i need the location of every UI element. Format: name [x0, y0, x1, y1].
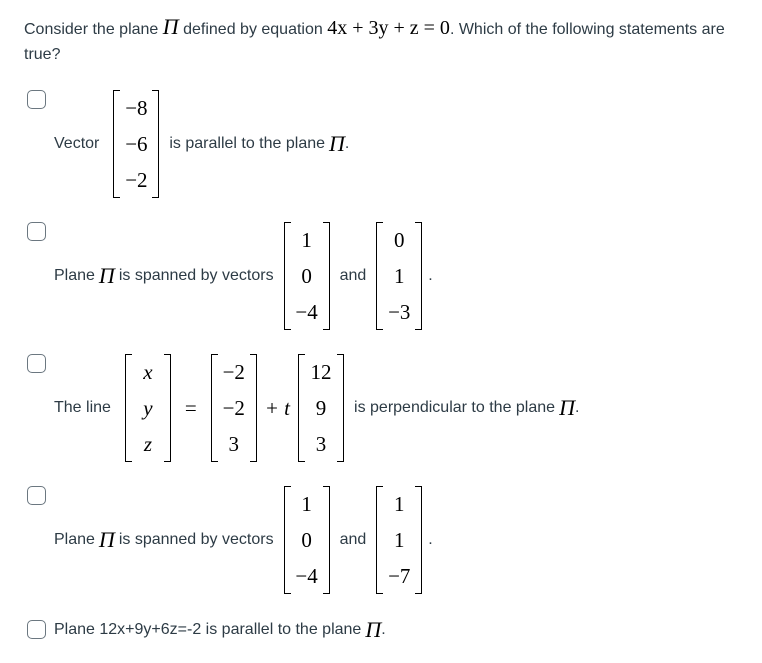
vector-entry: 0	[394, 228, 405, 252]
option-c-direction	[298, 354, 344, 462]
option-e-checkbox[interactable]	[27, 620, 46, 639]
vector-entry: −3	[388, 300, 411, 324]
option-a-end: .	[344, 135, 350, 152]
question-text-part: defined by equation	[178, 21, 328, 38]
plane-symbol: Π	[98, 527, 115, 552]
question-text-part: . Which of the following statements are true?	[24, 21, 725, 63]
option-a-checkbox[interactable]	[27, 90, 46, 109]
option-b-prefix: Plane	[54, 267, 95, 284]
option-b-vector1	[284, 222, 330, 330]
option-b-conj: and	[339, 267, 367, 284]
variable-entry: x	[143, 360, 153, 384]
plane-symbol: Π	[559, 395, 575, 420]
vector-entry: 1	[394, 492, 405, 516]
vector-entry: 0	[301, 264, 312, 288]
vector-entry: −2	[125, 168, 148, 192]
option-c-point	[211, 354, 257, 462]
option-a-suffix: is parallel to the plane	[169, 135, 326, 152]
option-b-checkbox[interactable]	[27, 222, 46, 241]
vector-entry: 3	[315, 432, 327, 456]
vector-entry: −4	[295, 300, 318, 324]
plane-symbol: Π	[365, 617, 382, 642]
vector-entry: −8	[125, 96, 148, 120]
vector-entry: −2	[222, 396, 245, 420]
vector-entry: 1	[301, 228, 312, 252]
vector-entry: −4	[295, 564, 318, 588]
option-b-vector2	[376, 222, 422, 330]
option-c-suffix: is perpendicular to the plane	[354, 399, 556, 416]
vector-entry: 3	[228, 432, 240, 456]
vector-entry: 12	[310, 360, 332, 384]
plane-symbol: Π	[162, 14, 179, 39]
option-a-vector	[113, 90, 159, 198]
vector-entry: −7	[388, 564, 411, 588]
option-d-mid: is spanned by vectors	[118, 531, 274, 548]
question-text	[24, 14, 744, 67]
option-d-vector1	[284, 486, 330, 594]
option-c-prefix: The line	[54, 399, 111, 416]
vector-entry: 1	[394, 528, 405, 552]
option-e-text: Plane 12x+9y+6z=-2 is parallel to the plane	[54, 621, 362, 638]
option-e-end: .	[381, 621, 386, 638]
vector-entry: 9	[315, 396, 327, 420]
variable-entry: z	[143, 432, 153, 456]
option-d-checkbox[interactable]	[27, 486, 46, 505]
plane-equation: 4x + 3y + z = 0	[327, 17, 450, 39]
option-d-conj: and	[339, 531, 367, 548]
option-b-mid: is spanned by vectors	[118, 267, 274, 284]
option-d-end: .	[428, 531, 433, 548]
option-d-vector2	[376, 486, 422, 594]
option-c-end: .	[574, 399, 580, 416]
plane-symbol: Π	[329, 131, 345, 156]
vector-entry: 1	[394, 264, 405, 288]
option-c-checkbox[interactable]	[27, 354, 46, 373]
option-b-end: .	[428, 267, 433, 284]
plus-t: + t	[264, 395, 291, 420]
plane-symbol: Π	[98, 263, 115, 288]
vector-entry: −6	[125, 132, 148, 156]
option-c-variables	[125, 354, 171, 462]
question-text-part: Consider the plane	[24, 21, 163, 38]
vector-entry: 1	[301, 492, 312, 516]
equals-sign: =	[184, 395, 197, 420]
vector-entry: 0	[301, 528, 312, 552]
option-a-prefix: Vector	[54, 135, 100, 152]
option-d-prefix: Plane	[54, 531, 95, 548]
vector-entry: −2	[222, 360, 245, 384]
variable-entry: y	[143, 396, 153, 420]
